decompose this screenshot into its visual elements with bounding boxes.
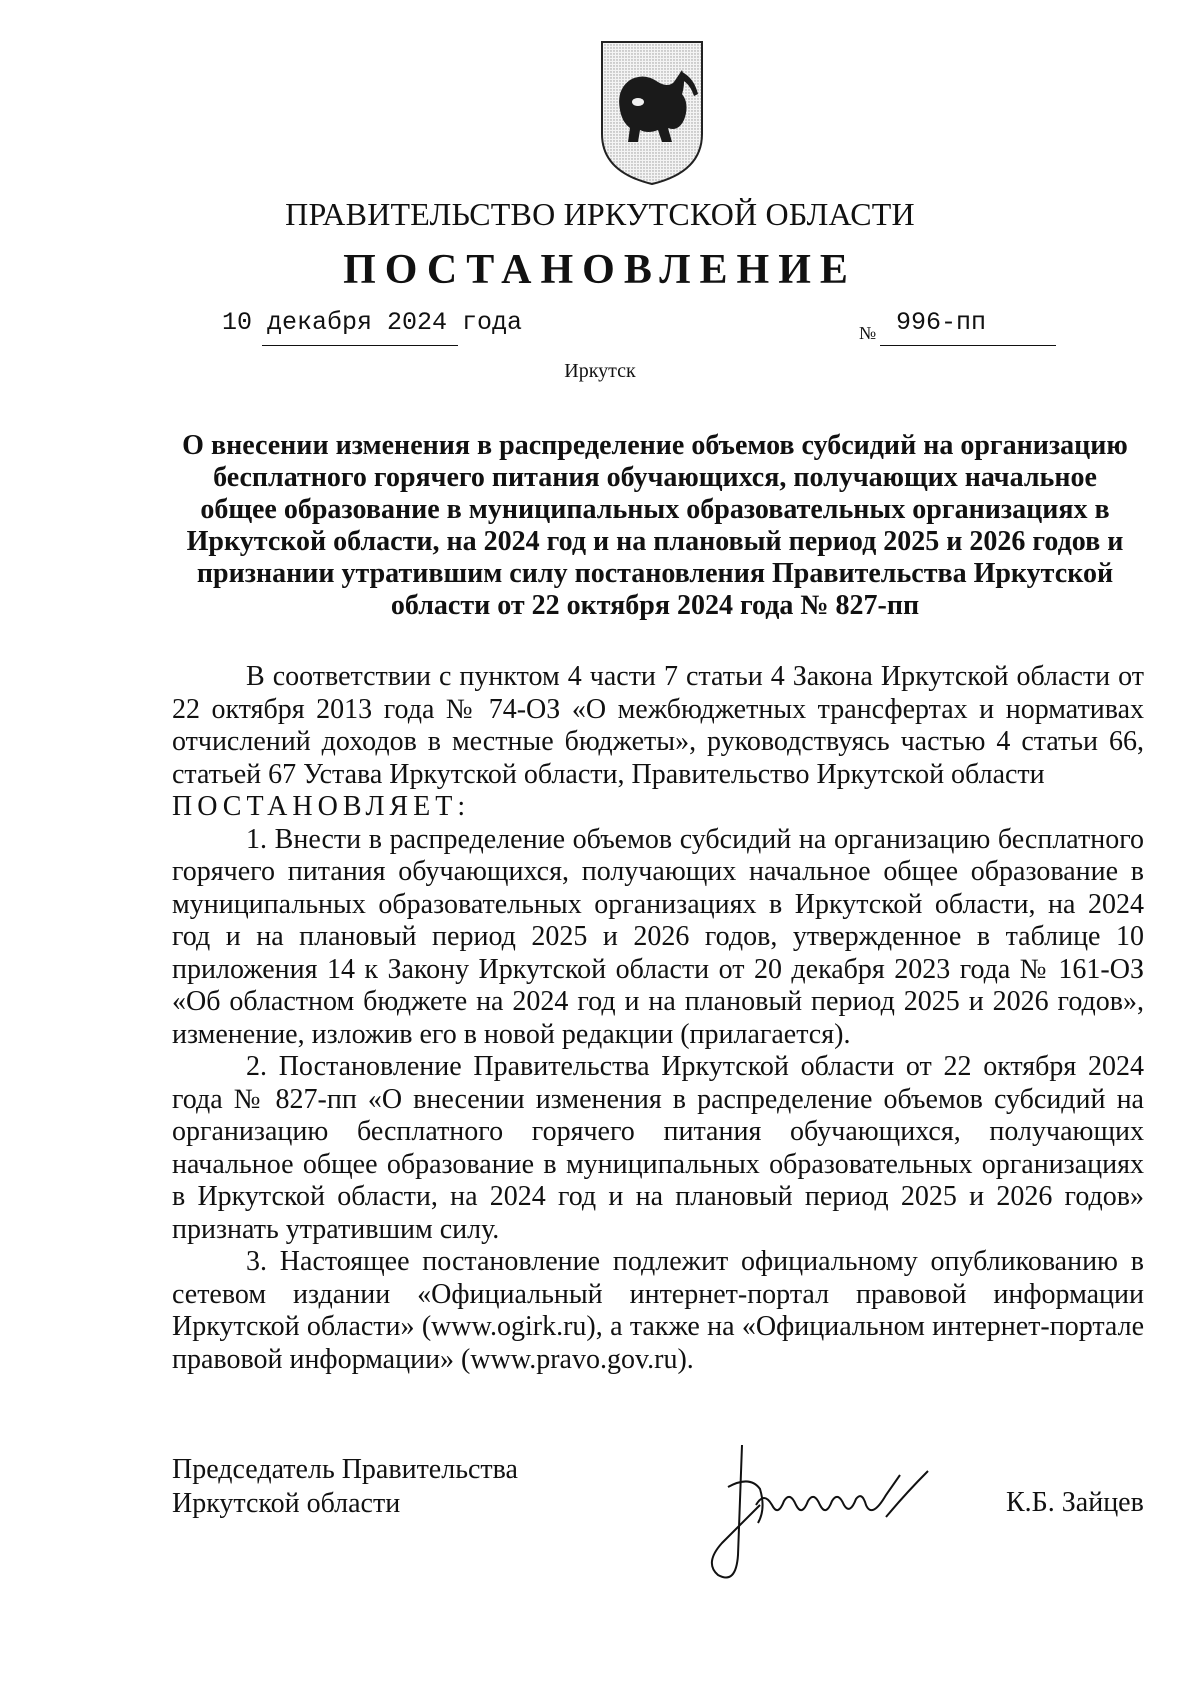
decides-word: ПОСТАНОВЛЯЕТ: — [172, 791, 471, 822]
coat-of-arms-icon — [598, 38, 706, 188]
position-line: Председатель Правительства — [172, 1454, 518, 1485]
handwritten-signature — [700, 1435, 950, 1585]
document-title — [168, 430, 1142, 622]
title-line: Иркутской области, на 2024 год и на плановый период 2025 и 2026 годов и — [186, 526, 1124, 557]
title-line: бесплатного горячего питания обучающихся, получающих начальное — [213, 462, 1097, 493]
date-underline — [262, 345, 458, 346]
document-body — [172, 661, 1144, 1376]
number-sign: № — [859, 323, 877, 343]
document-date: 10 декабря 2024 года — [222, 308, 523, 337]
item-3-paragraph: 3. Настоящее постановление подлежит официальному опубликованию в сетевом издании «Официальный интернет-портал правовой информации Иркутской области» (www.ogirk.ru), а также на «Официальном интернет-портале правовой информации» (www.pravo.gov.ru). — [172, 1246, 1144, 1375]
government-name: ПРАВИТЕЛЬСТВО ИРКУТСКОЙ ОБЛАСТИ — [285, 196, 915, 232]
title-line: общее образование в муниципальных образовательных организациях в — [200, 494, 1110, 525]
signatory-position — [172, 1453, 518, 1521]
preamble-paragraph: В соответствии с пунктом 4 части 7 статьи 4 Закона Иркутской области от 22 октября 2013 года № 74-ОЗ «О межбюджетных трансфертах и нормативах отчислений доходов в местные бюджеты», руководствуясь частью 4 статьи 66, статьей 67 Устава Иркутской области, Правительство Иркутской области — [172, 661, 1144, 790]
document-number: 996-пп — [896, 308, 987, 337]
title-line: области от 22 октября 2024 года № 827-пп — [390, 590, 920, 621]
position-line: Иркутской области — [172, 1488, 401, 1519]
title-line: О внесении изменения в распределение объемов субсидий на организацию — [182, 430, 1128, 461]
title-line: признании утратившим силу постановления Правительства Иркутской — [196, 558, 1114, 589]
number-underline — [880, 345, 1056, 346]
document-type: ПОСТАНОВЛЕНИЕ — [343, 247, 857, 293]
item-2-paragraph: 2. Постановление Правительства Иркутской области от 22 октября 2024 года № 827-пп «О внесении изменения в распределение объемов субсидий на организацию бесплатного горячего питания обучающихся, получающих начальное общее образование в муниципальных образовательных организациях в Иркутской области, на 2024 год и на плановый период 2025 и 2026 годов» признать утратившим силу. — [172, 1051, 1144, 1245]
item-1-paragraph: 1. Внести в распределение объемов субсидий на организацию бесплатного горячего питания обучающихся, получающих начальное общее образование в муниципальных образовательных организациях в Иркутской области, на 2024 год и на плановый период 2025 и 2026 годов, утвержденное в таблице 10 приложения 14 к Закону Иркутской области от 20 декабря 2023 года № 161-ОЗ «Об областном бюджете на 2024 год и на плановый период 2025 и 2026 годов», изменение, изложив его в новой редакции (прилагается). — [172, 823, 1144, 1050]
signatory-name: К.Б. Зайцев — [1006, 1487, 1144, 1518]
document-city: Иркутск — [564, 360, 636, 382]
